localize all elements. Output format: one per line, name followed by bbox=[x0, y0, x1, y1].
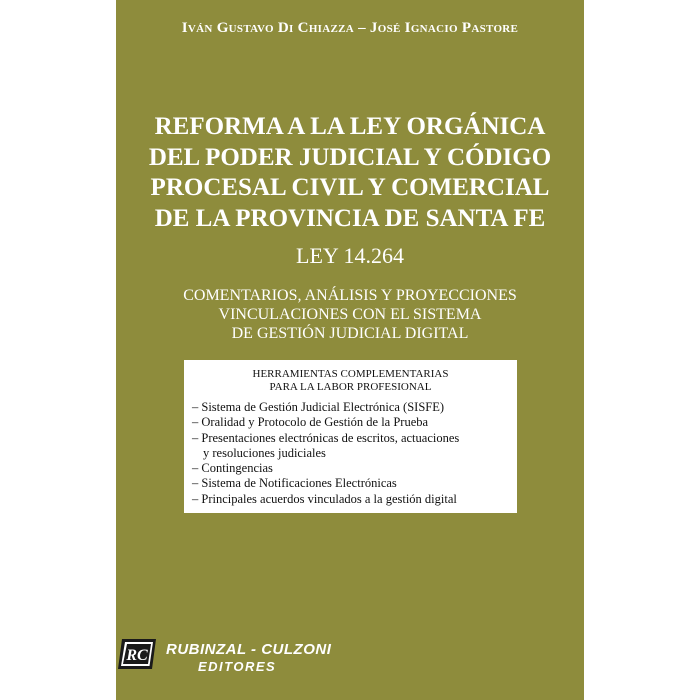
publisher-name: RUBINZAL - CULZONI bbox=[166, 641, 332, 658]
publisher bbox=[116, 635, 356, 695]
subtitle-line-3: DE GESTIÓN JUDICIAL DIGITAL bbox=[231, 325, 469, 342]
publisher-logo-icon bbox=[116, 635, 158, 673]
book-title bbox=[116, 112, 584, 234]
book-subtitle bbox=[116, 286, 584, 343]
tools-list-item: – Contingencias bbox=[192, 461, 273, 476]
publisher-logo-text: RC bbox=[126, 647, 148, 664]
title-line-1: REFORMA A LA LEY ORGÁNICA bbox=[154, 113, 546, 140]
authors: Iván Gustavo Di Chiazza – José Ignacio Pastore bbox=[181, 20, 519, 36]
tools-list-item: – Presentaciones electrónicas de escritos, actuaciones bbox=[192, 430, 460, 445]
tools-heading-line-1: HERRAMIENTAS COMPLEMENTARIAS bbox=[252, 368, 449, 380]
subtitle-line-1: COMENTARIOS, ANÁLISIS Y PROYECCIONES bbox=[183, 287, 517, 304]
tools-list-item: – Sistema de Notificaciones Electrónicas bbox=[192, 476, 397, 491]
title-line-3: PROCESAL CIVIL Y COMERCIAL bbox=[150, 174, 550, 201]
subtitle-line-2: VINCULACIONES CON EL SISTEMA bbox=[218, 306, 482, 323]
title-line-4: DE LA PROVINCIA DE SANTA FE bbox=[154, 204, 546, 232]
book-cover bbox=[116, 0, 584, 700]
law-number: LEY 14.264 bbox=[296, 243, 404, 268]
tools-list-item-continuation: y resoluciones judiciales bbox=[203, 445, 326, 460]
tools-heading-line-2: PARA LA LABOR PROFESIONAL bbox=[269, 381, 432, 393]
tools-list-item: – Sistema de Gestión Judicial Electrónica (SISFE) bbox=[192, 400, 445, 414]
tools-list bbox=[192, 400, 512, 507]
tools-list-item: – Oralidad y Protocolo de Gestión de la Prueba bbox=[192, 415, 429, 430]
tools-heading bbox=[184, 368, 517, 394]
title-line-2: DEL PODER JUDICIAL Y CÓDIGO bbox=[148, 143, 552, 171]
publisher-subtitle: EDITORES bbox=[198, 659, 277, 674]
tools-box bbox=[184, 360, 517, 513]
tools-list-item: – Principales acuerdos vinculados a la gestión digital bbox=[192, 491, 457, 506]
